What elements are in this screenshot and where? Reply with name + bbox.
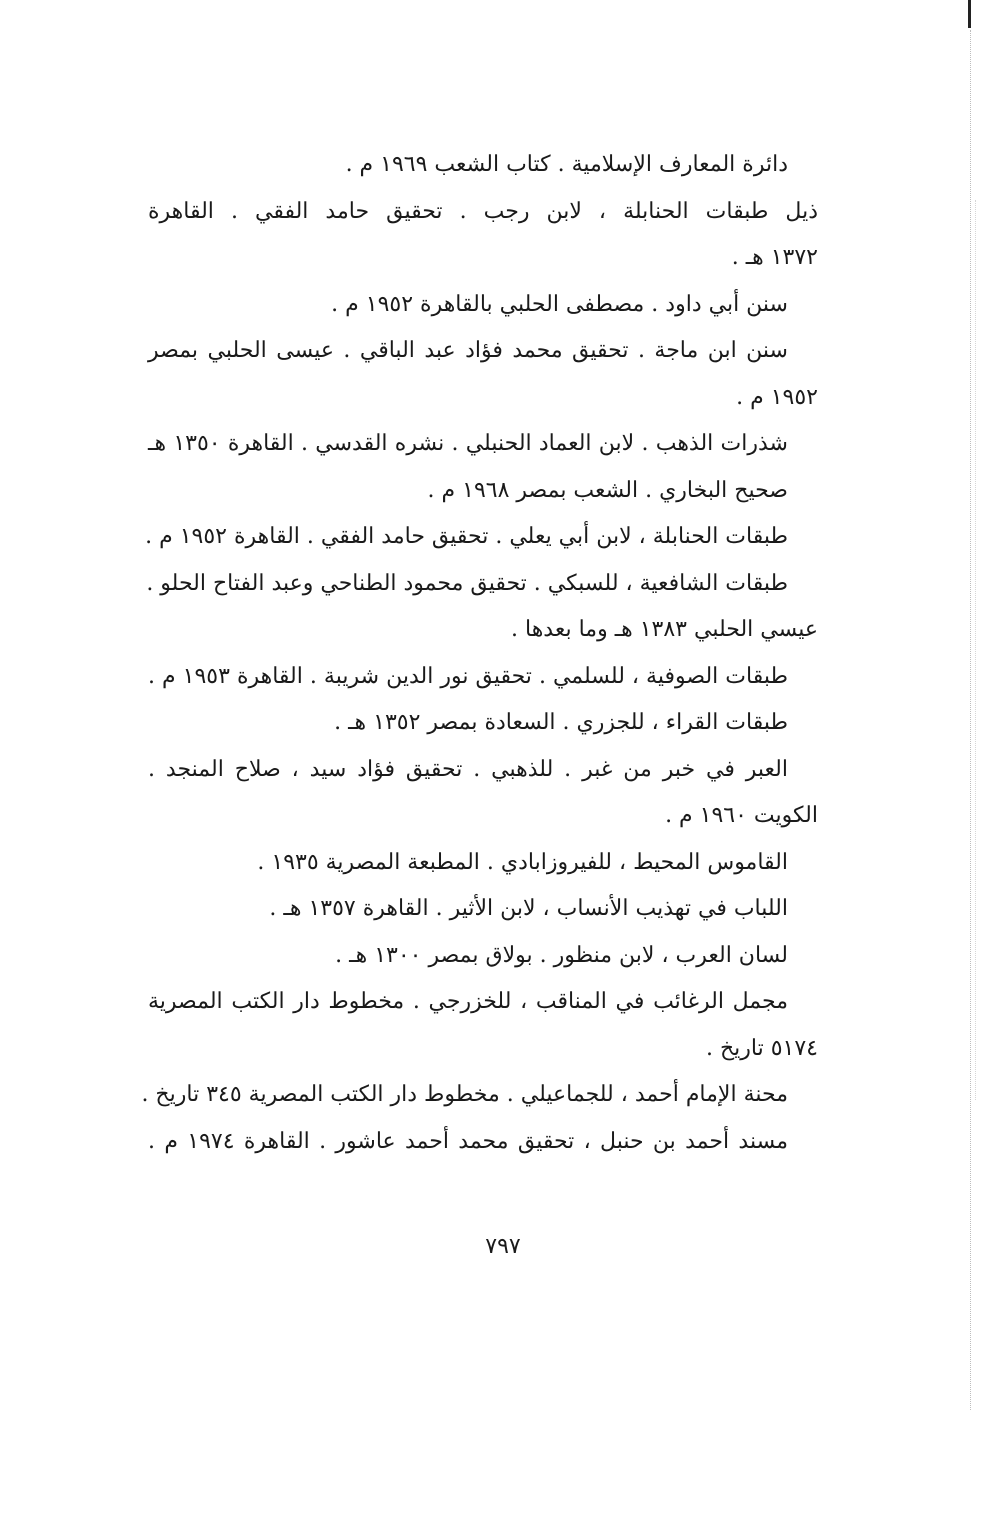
bibliography-entry [148,979,818,1072]
entry-line-continuation: ١٩٥٢ م . [736,384,818,410]
entry-line: صحيح البخاري . الشعب بمصر ١٩٦٨ م . [427,477,788,503]
entry-line: اللباب في تهذيب الأنساب ، لابن الأثير . القاهرة ١٣٥٧ هـ . [269,896,788,921]
entry-line-continuation: الكويت ١٩٦٠ م . [665,803,818,828]
entry-line: سنن ابن ماجة . تحقيق محمد فؤاد عبد الباقي . عيسى الحلبي بمصر [148,338,788,363]
entry-line: شذرات الذهب . لابن العماد الحنبلي . نشره القدسي . القاهرة ١٣٥٠ هـ [148,431,788,456]
bibliography-entry [148,654,818,701]
bibliography-entry [148,189,818,282]
entry-line: مجمل الرغائب في المناقب ، للخزرجي . مخطوط دار الكتب المصرية [148,989,788,1014]
entry-line: دائرة المعارف الإسلامية . كتاب الشعب ١٩٦٩ م . [345,152,788,177]
entry-line: لسان العرب ، لابن منظور . بولاق بمصر ١٣٠٠ هـ . [335,942,788,968]
entry-line: طبقات القراء ، للجزري . السعادة بمصر ١٣٥٢ هـ . [334,710,788,735]
entry-line-continuation: عيسي الحلبي ١٣٨٣ هـ وما بعدها . [511,617,818,642]
bibliography-entry [148,561,818,654]
bibliography-entry [148,468,818,515]
bibliography-entry [145,514,818,561]
entry-line: القاموس المحيط ، للفيروزابادي . المطبعة المصرية ١٩٣٥ . [257,849,788,875]
entry-line: ذيل طبقات الحنابلة ، لابن رجب . تحقيق حامد الفقي . القاهرة [148,198,818,224]
bibliography-entry [148,747,818,840]
bibliography-entry [148,840,818,887]
bibliography-entry [148,282,818,329]
bibliography-entry [148,1119,818,1166]
bibliography-entry [148,142,818,189]
scan-edge-line [975,200,976,1100]
scan-edge-line [970,30,971,1410]
entry-line: طبقات الحنابلة ، لابن أبي يعلي . تحقيق حامد الفقي . القاهرة ١٩٥٢ م . [145,524,788,549]
entry-line: مسند أحمد بن حنبل ، تحقيق محمد أحمد عاشور . القاهرة ١٩٧٤ م . [148,1128,788,1154]
bibliography-entry [148,886,818,933]
entry-line-continuation: ٥١٧٤ تاريخ . [705,1035,818,1061]
bibliography-list [141,142,818,1165]
bibliography-entry [148,421,818,468]
entry-line: سنن أبي داود . مصطفى الحلبي بالقاهرة ١٩٥٢ م . [331,291,788,317]
entry-line: محنة الإمام أحمد ، للجماعيلي . مخطوط دار الكتب المصرية ٣٤٥ تاريخ . [141,1082,788,1107]
entry-line-continuation: ١٣٧٢ هـ . [731,245,818,270]
scan-edge-mark [968,0,971,28]
bibliography-entry [148,700,818,747]
entry-line: طبقات الشافعية ، للسبكي . تحقيق محمود الطناحي وعبد الفتاح الحلو . [146,570,788,596]
bibliography-entry [148,328,818,421]
bibliography-entry [141,1072,818,1119]
entry-line: طبقات الصوفية ، للسلمي . تحقيق نور الدين شريبة . القاهرة ١٩٥٣ م . [148,663,788,689]
page-number: ٧٩٧ [485,1234,521,1259]
entry-line: العبر في خبر من غبر . للذهبي . تحقيق فؤاد سيد ، صلاح المنجد . [148,756,788,782]
bibliography-entry [148,933,818,980]
